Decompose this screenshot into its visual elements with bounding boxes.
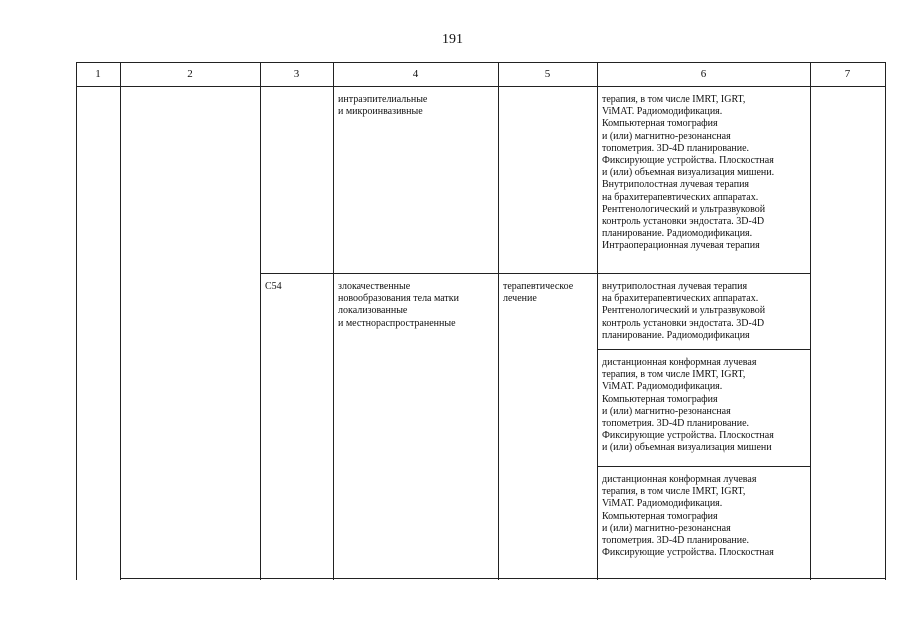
table-right-border	[885, 62, 886, 580]
table-cell-treatment-type: терапевтическое лечение	[503, 281, 574, 305]
table-cell-method: дистанционная конформная лучевая терапия, в том числе IMRT, IGRT, ViMAT. Радиомодификация. Компьютерная томография и (или) магнитно-резонансная топометрия. 3D-4D планирование. Фиксирующие устройства. Плоскостная	[602, 474, 774, 559]
table-cell-diagnosis: интраэпителиальные и микроинвазивные	[338, 94, 428, 118]
column-divider	[260, 62, 261, 580]
table-cell-method: терапия, в том числе IMRT, IGRT, ViMAT. Радиомодификация. Компьютерная томография и (или) магнитно-резонансная топометрия. 3D-4D планирование. Фиксирующие устройства. Плоскостная и (или) объемная визуализация мишени. Внутриполостная лучевая терапия на брахитерапевтических аппаратах. Рентгенологический и ультразвуковой контроль установки эндостата. 3D-4D планирование. Радиомодификация. Интраоперационная лучевая терапия	[602, 94, 775, 252]
table-cell-method: дистанционная конформная лучевая терапия, в том числе IMRT, IGRT, ViMAT. Радиомодификация. Компьютерная томография и (или) магнитно-резонансная топометрия. 3D-4D планирование. Фиксирующие устройства. Плоскостная и (или) объемная визуализация мишени	[602, 357, 774, 454]
column-divider	[597, 62, 598, 580]
column-divider	[810, 62, 811, 580]
column-divider	[120, 62, 121, 580]
column-header: 3	[293, 68, 300, 80]
column-divider	[333, 62, 334, 580]
table-cell-diagnosis: злокачественные новообразования тела матки локализованные и местнораспространенные	[338, 281, 460, 329]
column-header: 4	[412, 68, 419, 80]
header-bottom-border	[76, 86, 886, 87]
column-header: 7	[844, 68, 851, 80]
row-divider	[260, 273, 810, 274]
table-cell-method: внутриполостная лучевая терапия на брахитерапевтических аппаратах. Рентгенологический и ультразвуковой контроль установки эндостата. 3D-4D планирование. Радиомодификация	[602, 281, 766, 341]
column-header: 6	[700, 68, 707, 80]
cell-divider	[597, 349, 810, 350]
column-header: 1	[95, 68, 101, 80]
column-divider	[498, 62, 499, 580]
column-header: 2	[187, 68, 193, 80]
table-cell-icd-code: С54	[265, 281, 282, 292]
table-left-border	[76, 62, 77, 580]
column-header: 5	[544, 68, 551, 80]
table-bottom-border	[120, 578, 886, 579]
page-number: 191	[442, 32, 463, 47]
cell-divider	[597, 466, 810, 467]
